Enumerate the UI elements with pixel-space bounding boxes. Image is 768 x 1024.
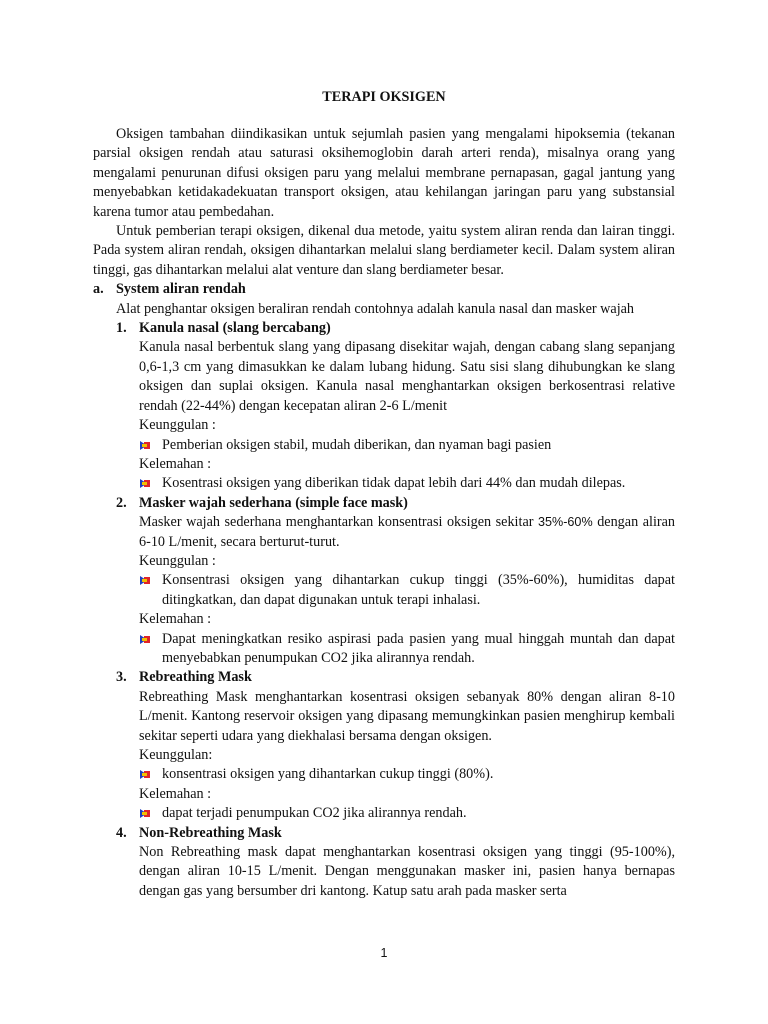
disadvantage-label: Kelemahan : — [139, 455, 212, 472]
list-item-rebreathing-mask — [93, 668, 675, 823]
description-text: Masker wajah sederhana menghantarkan konsentrasi oksigen sekitar — [139, 514, 539, 531]
section-a-heading: System aliran rendah — [116, 281, 246, 298]
list-item-kanula-nasal — [93, 319, 675, 494]
item-heading: Rebreathing Mask — [139, 669, 252, 686]
document-body — [93, 125, 675, 901]
disadvantage-text: Dapat meningkatkan resiko aspirasi pada pasien yang mual hinggah muntah dan dapat menyebabkan penumpukan CO2 jika alirannya rendah. — [162, 630, 675, 666]
page-number: 1 — [380, 946, 388, 960]
disadvantage-label: Kelemahan : — [139, 785, 212, 802]
arrow-bullet-icon — [139, 478, 151, 489]
document-title: TERAPI OKSIGEN — [322, 89, 446, 105]
advantage-label: Keunggulan: — [139, 747, 213, 763]
disadvantage-bullet — [139, 630, 675, 669]
advantage-bullet — [139, 436, 675, 455]
item-heading: Kanula nasal (slang bercabang) — [139, 320, 331, 337]
arrow-bullet-icon — [139, 575, 151, 586]
item-heading: Non-Rebreathing Mask — [139, 824, 282, 841]
disadvantage-bullet — [139, 804, 675, 823]
advantage-bullet — [139, 765, 675, 784]
section-a-marker: a. — [93, 281, 104, 298]
section-a-intro: Alat penghantar oksigen beraliran rendah contohnya adalah kanula nasal dan masker wajah — [116, 300, 635, 317]
item-number: 3. — [116, 669, 127, 686]
disadvantage-bullet — [139, 474, 675, 493]
item-heading: Masker wajah sederhana (simple face mask) — [139, 494, 408, 511]
section-a — [93, 280, 675, 319]
disadvantage-text: Kosentrasi oksigen yang diberikan tidak dapat lebih dari 44% dan mudah dilepas. — [162, 475, 626, 492]
description-text: dengan aliran 6-10 L/menit, secara berturut-turut. — [139, 514, 676, 550]
arrow-bullet-icon — [139, 808, 151, 819]
advantage-bullet — [139, 571, 675, 610]
intro-paragraph-1: Oksigen tambahan diindikasikan untuk sejumlah pasien yang mengalami hipoksemia (tekanan parsial oksigen rendah atau saturasi oksihemoglobin darah arteri renda), misalnya orang yang mengalami penurunan difusi oksigen paru yang melalui membrane pernapasan, gagal jantung yang menyebabkan ketidakadekuatan transport oksigen, atau kehilangan jaringan paru yang substansial karena tumor atau pembedahan. — [93, 126, 675, 220]
advantage-text: Konsentrasi oksigen yang dihantarkan cukup tinggi (35%-60%), humiditas dapat ditingkatkan, dan dapat digunakan untuk terapi inhalasi. — [162, 572, 675, 608]
arrow-bullet-icon — [139, 769, 151, 780]
arrow-bullet-icon — [139, 440, 151, 451]
item-description — [139, 513, 675, 552]
item-description: Kanula nasal berbentuk slang yang dipasang disekitar wajah, dengan cabang slang sepanjang 0,6-1,3 cm yang dimasukkan ke dalam lubang hidung. Satu sisi slang dihubungkan ke slang oksigen dan suplai oksigen. Kanula nasal menghantarkan oksigen berkosentrasi relative rendah (22-44%) dengan kecepatan aliran 2-6 L/menit — [139, 339, 675, 414]
advantage-text: Pemberian oksigen stabil, mudah diberikan, dan nyaman bagi pasien — [162, 436, 552, 453]
intro-paragraph-2: Untuk pemberian terapi oksigen, dikenal dua metode, yaitu system aliran renda dan lairan tinggi. Pada system aliran rendah, oksigen dihantarkan melalui slang berdiameter kecil. Dalam system aliran tinggi, gas dihantarkan melalui alat venture dan slang berdiameter besar. — [93, 223, 675, 278]
arrow-bullet-icon — [139, 634, 151, 645]
list-item-non-rebreathing-mask — [93, 824, 675, 902]
advantage-label: Keunggulan : — [139, 417, 216, 434]
description-percentage: 35%-60% — [538, 515, 593, 530]
item-number: 1. — [116, 320, 127, 337]
list-item-simple-face-mask — [93, 494, 675, 669]
item-description: Rebreathing Mask menghantarkan kosentrasi oksigen sebanyak 80% dengan aliran 8-10 L/menit. Kantong reservoir oksigen yang dipasang memungkinkan pasien menghirup kembali sekitar seperti udara yang diekhalasi bersama dengan oksigen. — [139, 688, 675, 744]
item-description: Non Rebreathing mask dapat menghantarkan kosentrasi oksigen yang tinggi (95-100%), dengan aliran 10-15 L/menit. Dengan menggunakan masker ini, pasien hanya bernapas dengan gas yang bersumber dri kantong. Katup satu arah pada masker serta — [139, 844, 675, 899]
item-number: 2. — [116, 494, 127, 511]
advantage-label: Keunggulan : — [139, 552, 216, 569]
disadvantage-text: dapat terjadi penumpukan CO2 jika alirannya rendah. — [162, 805, 467, 822]
advantage-text: konsentrasi oksigen yang dihantarkan cukup tinggi (80%). — [162, 766, 494, 783]
item-number: 4. — [116, 824, 127, 841]
disadvantage-label: Kelemahan : — [139, 611, 212, 628]
